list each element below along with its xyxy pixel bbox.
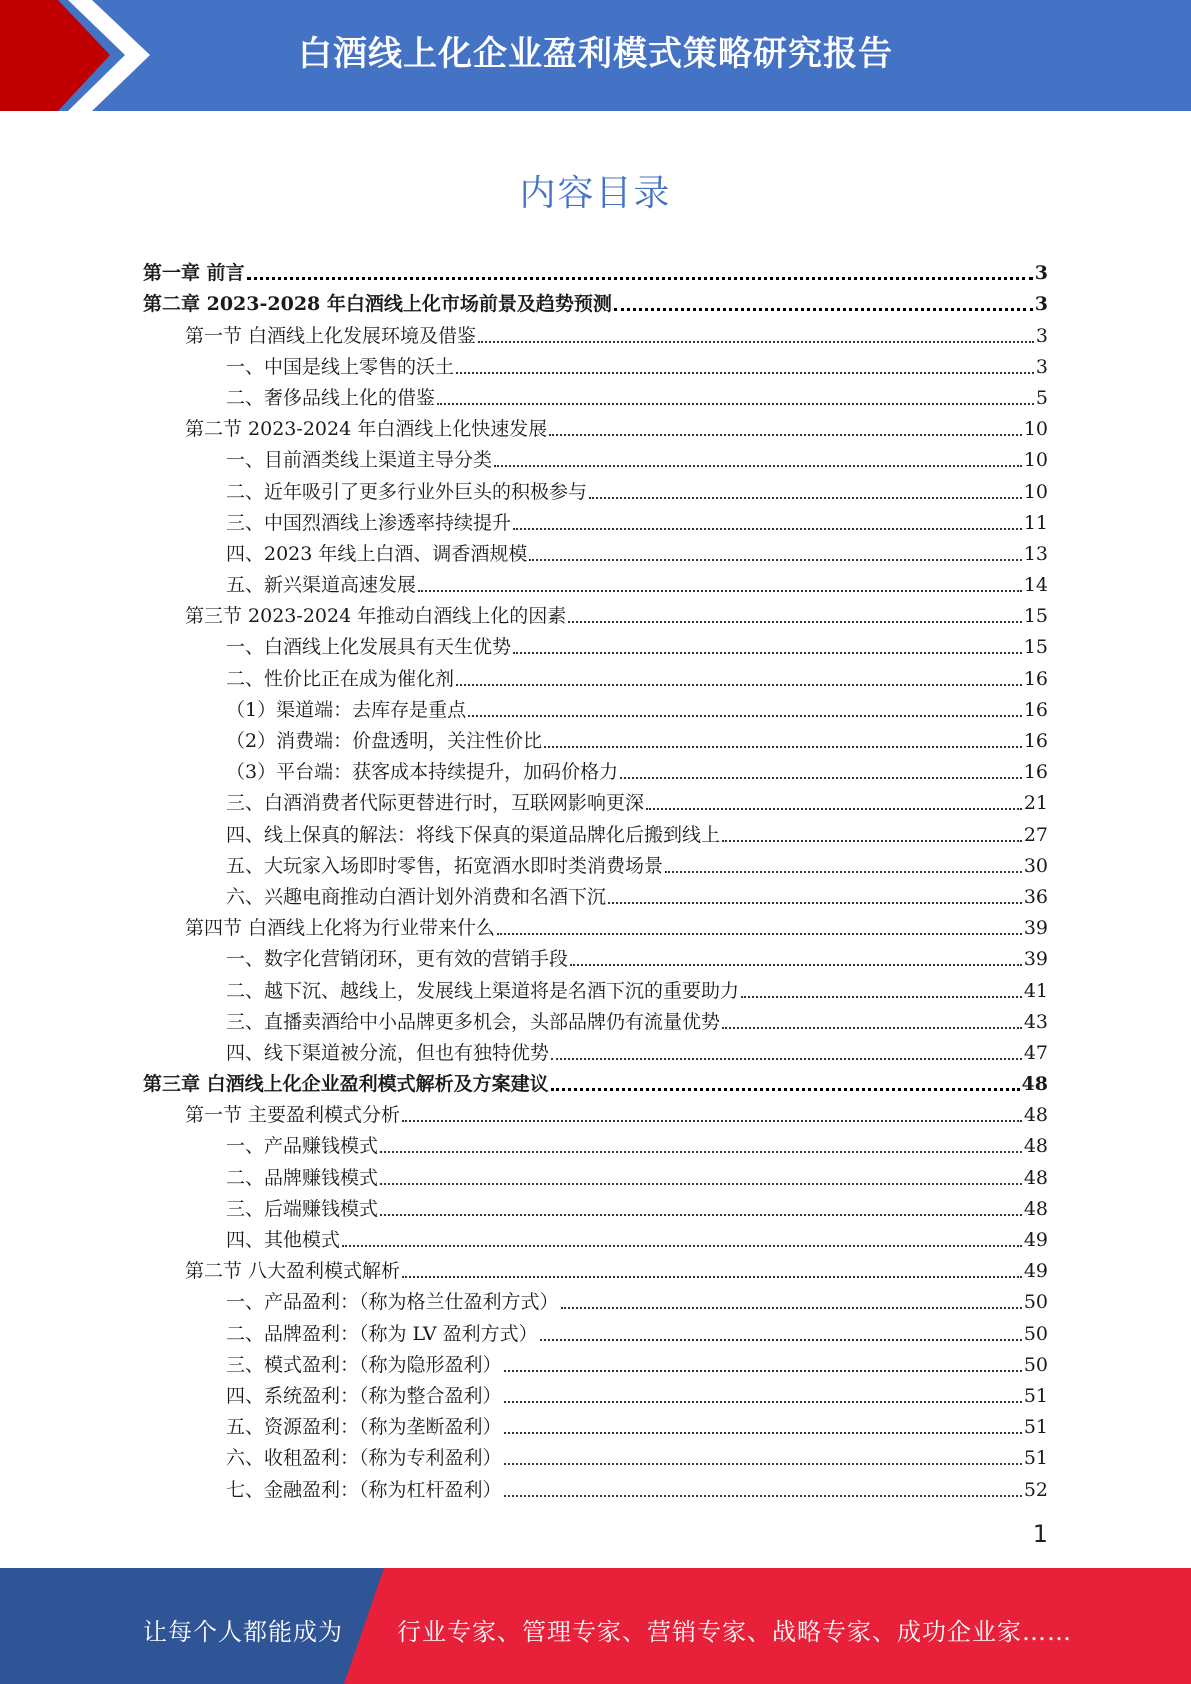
toc-entry[interactable] bbox=[143, 1065, 1048, 1096]
toc-entry[interactable] bbox=[143, 815, 1048, 846]
toc-leader-dots bbox=[540, 1339, 1022, 1341]
toc-entry-label: 一、目前酒类线上渠道主导分类 bbox=[226, 449, 493, 472]
toc-entry-label: 三、白酒消费者代际更替进行时，互联网影响更深 bbox=[226, 792, 645, 815]
toc-entry[interactable] bbox=[143, 348, 1048, 379]
toc-entry-label: 四、系统盈利：（称为整合盈利） bbox=[226, 1384, 502, 1407]
toc-entry-page: 11 bbox=[1023, 511, 1048, 534]
toc-entry-page: 47 bbox=[1023, 1041, 1048, 1064]
toc-entry[interactable] bbox=[143, 971, 1048, 1002]
toc-entry-label: 二、奢侈品线上化的借鉴 bbox=[226, 386, 436, 409]
toc-leader-dots bbox=[504, 1463, 1022, 1465]
toc-entry-label: 五、资源盈利：（称为垄断盈利） bbox=[226, 1416, 502, 1439]
toc-leader-dots bbox=[549, 434, 1022, 436]
toc-entry-page: 16 bbox=[1023, 761, 1048, 784]
toc-entry-label: 二、品牌赚钱模式 bbox=[226, 1166, 379, 1189]
toc-entry-page: 41 bbox=[1023, 979, 1048, 1002]
toc-entry-label: 六、兴趣电商推动白酒计划外消费和名酒下沉 bbox=[226, 885, 607, 908]
toc-entry-page: 3 bbox=[1034, 293, 1048, 316]
toc-entry-page: 50 bbox=[1023, 1322, 1048, 1345]
footer-slogan-right: 行业专家、管理专家、营销专家、战略专家、成功企业家…… bbox=[397, 1618, 1072, 1646]
toc-entry-page: 21 bbox=[1023, 792, 1048, 815]
toc-entry-page: 36 bbox=[1023, 885, 1048, 908]
toc-entry-page: 51 bbox=[1023, 1384, 1048, 1407]
toc-entry-page: 3 bbox=[1035, 355, 1048, 378]
toc-entry[interactable] bbox=[143, 1439, 1048, 1470]
toc-entry-page: 16 bbox=[1023, 667, 1048, 690]
toc-entry[interactable] bbox=[143, 847, 1048, 878]
toc-leader-dots bbox=[437, 403, 1034, 405]
toc-entry[interactable] bbox=[143, 784, 1048, 815]
toc-entry[interactable] bbox=[143, 1314, 1048, 1345]
toc-entry-label: 三、模式盈利：（称为隐形盈利） bbox=[226, 1353, 502, 1376]
toc-entry-label: 四、2023 年线上白酒、调香酒规模 bbox=[226, 542, 528, 565]
toc-entry-label: 第一章 前言 bbox=[143, 262, 245, 285]
toc-leader-dots bbox=[342, 1245, 1022, 1247]
toc-entry-page: 5 bbox=[1035, 386, 1048, 409]
toc-leader-dots bbox=[614, 308, 1033, 311]
toc-leader-dots bbox=[468, 715, 1022, 717]
toc-entry-label: 三、中国烈酒线上渗透率持续提升 bbox=[226, 511, 512, 534]
toc-entry[interactable] bbox=[143, 1127, 1048, 1158]
toc-heading: 内容目录 bbox=[519, 173, 672, 214]
toc-entry-label: 四、线下渠道被分流，但也有独特优势 bbox=[226, 1041, 550, 1064]
toc-entry[interactable] bbox=[143, 1096, 1048, 1127]
toc-leader-dots bbox=[418, 590, 1022, 592]
toc-entry-label: 五、大玩家入场即时零售，拓宽酒水即时类消费场景 bbox=[226, 854, 664, 877]
toc-entry-page: 16 bbox=[1023, 698, 1048, 721]
toc-leader-dots bbox=[504, 1432, 1022, 1434]
toc-entry[interactable] bbox=[143, 1283, 1048, 1314]
toc-leader-dots bbox=[722, 840, 1022, 842]
toc-leader-dots bbox=[665, 871, 1022, 873]
toc-leader-dots bbox=[504, 1495, 1022, 1497]
toc-entry-page: 50 bbox=[1023, 1353, 1048, 1376]
toc-leader-dots bbox=[497, 933, 1022, 935]
toc-leader-dots bbox=[513, 652, 1022, 654]
toc-leader-dots bbox=[478, 341, 1034, 343]
toc-entry-page: 27 bbox=[1023, 823, 1048, 846]
toc-entry-label: 二、越下沉、越线上，发展线上渠道将是名酒下沉的重要助力 bbox=[226, 979, 740, 1002]
toc-leader-dots bbox=[247, 277, 1033, 280]
toc-leader-dots bbox=[529, 559, 1021, 561]
toc-entry-page: 48 bbox=[1021, 1073, 1048, 1096]
toc-leader-dots bbox=[494, 465, 1022, 467]
toc-entry-page: 48 bbox=[1023, 1135, 1048, 1158]
toc-entry[interactable] bbox=[143, 379, 1048, 410]
toc-entry[interactable] bbox=[143, 566, 1048, 597]
toc-leader-dots bbox=[570, 964, 1022, 966]
toc-entry-label: 第三节 2023-2024 年推动白酒线上化的因素 bbox=[185, 605, 567, 628]
toc-entry[interactable] bbox=[143, 441, 1048, 472]
toc-entry[interactable] bbox=[143, 1252, 1048, 1283]
toc-leader-dots bbox=[608, 902, 1022, 904]
toc-entry-page: 49 bbox=[1023, 1229, 1048, 1251]
toc-leader-dots bbox=[456, 684, 1022, 686]
toc-entry[interactable] bbox=[143, 1190, 1048, 1221]
toc-entry-label: 一、产品赚钱模式 bbox=[226, 1135, 379, 1158]
toc-leader-dots bbox=[620, 777, 1022, 779]
toc-leader-dots bbox=[741, 996, 1022, 998]
toc-entry-label: 第二章 2023-2028 年白酒线上化市场前景及趋势预测 bbox=[143, 293, 612, 316]
toc-leader-dots bbox=[544, 746, 1022, 748]
toc-entry-label: 二、性价比正在成为催化剂 bbox=[226, 667, 455, 690]
toc-entry-label: 六、收租盈利：（称为专利盈利） bbox=[226, 1447, 502, 1470]
toc-entry-page: 39 bbox=[1023, 917, 1048, 940]
toc-leader-dots bbox=[722, 1027, 1022, 1029]
toc-entry-label: （2）消费端：价盘透明，关注性价比 bbox=[226, 730, 543, 752]
toc-entry-label: 四、线上保真的解法：将线下保真的渠道品牌化后搬到线上 bbox=[226, 823, 721, 846]
toc-leader-dots bbox=[551, 1088, 1020, 1091]
toc-entry-page: 3 bbox=[1035, 324, 1048, 347]
toc-entry-label: 一、白酒线上化发展具有天生优势 bbox=[226, 636, 512, 659]
toc-entry[interactable] bbox=[143, 1003, 1048, 1034]
toc-entry-label: 一、数字化营销闭环，更有效的营销手段 bbox=[226, 948, 569, 971]
toc-entry-page: 48 bbox=[1023, 1197, 1048, 1220]
toc-entry-page: 16 bbox=[1023, 730, 1048, 752]
toc-entry[interactable] bbox=[143, 1158, 1048, 1189]
toc-leader-dots bbox=[402, 1276, 1022, 1278]
toc-entry-label: 第二节 八大盈利模式解析 bbox=[185, 1260, 401, 1283]
toc-entry-label: （3）平台端：获客成本持续提升，加码价格力 bbox=[226, 761, 619, 784]
toc-entry-label: 三、后端赚钱模式 bbox=[226, 1197, 379, 1220]
toc-entry[interactable] bbox=[143, 753, 1048, 784]
toc-entry[interactable] bbox=[143, 691, 1048, 722]
toc-leader-dots bbox=[568, 621, 1022, 623]
toc-leader-dots bbox=[504, 1401, 1022, 1403]
toc-entry-page: 48 bbox=[1023, 1166, 1048, 1189]
toc-entry[interactable] bbox=[143, 1470, 1048, 1501]
toc-entry-page: 3 bbox=[1034, 262, 1048, 285]
table-of-contents bbox=[143, 254, 1048, 1502]
toc-entry-label: 第二节 2023-2024 年白酒线上化快速发展 bbox=[185, 418, 548, 441]
toc-entry[interactable] bbox=[143, 1221, 1048, 1252]
toc-entry[interactable] bbox=[143, 472, 1048, 503]
toc-leader-dots bbox=[402, 1120, 1022, 1122]
toc-entry-label: 一、中国是线上零售的沃土 bbox=[226, 355, 455, 378]
toc-entry-page: 51 bbox=[1023, 1416, 1048, 1439]
toc-entry-page: 49 bbox=[1023, 1260, 1048, 1283]
toc-leader-dots bbox=[504, 1370, 1022, 1372]
report-title: 白酒线上化企业盈利模式策略研究报告 bbox=[298, 34, 893, 74]
toc-entry[interactable] bbox=[143, 285, 1048, 316]
header-banner bbox=[0, 0, 1191, 111]
toc-entry-page: 30 bbox=[1023, 854, 1048, 877]
toc-entry-label: 第一节 主要盈利模式分析 bbox=[185, 1104, 401, 1127]
toc-entry-label: 第三章 白酒线上化企业盈利模式解析及方案建议 bbox=[143, 1073, 549, 1096]
toc-entry-page: 15 bbox=[1023, 636, 1048, 659]
toc-leader-dots bbox=[380, 1214, 1022, 1216]
toc-leader-dots bbox=[589, 497, 1022, 499]
page-number: 1 bbox=[1032, 1520, 1048, 1548]
toc-entry[interactable] bbox=[143, 597, 1048, 628]
toc-entry[interactable] bbox=[143, 1034, 1048, 1065]
toc-entry[interactable] bbox=[143, 1377, 1048, 1408]
toc-entry[interactable] bbox=[143, 254, 1048, 285]
toc-entry-label: 五、新兴渠道高速发展 bbox=[226, 574, 417, 597]
toc-entry-page: 10 bbox=[1023, 418, 1048, 441]
toc-entry-page: 39 bbox=[1023, 948, 1048, 971]
toc-entry-label: 一、产品盈利：（称为格兰仕盈利方式） bbox=[226, 1291, 559, 1314]
toc-entry[interactable] bbox=[143, 410, 1048, 441]
toc-leader-dots bbox=[561, 1307, 1022, 1309]
toc-leader-dots bbox=[646, 808, 1022, 810]
toc-entry[interactable] bbox=[143, 1408, 1048, 1439]
toc-entry-page: 43 bbox=[1023, 1010, 1048, 1033]
toc-entry-label: 二、品牌盈利：（称为 LV 盈利方式） bbox=[226, 1322, 538, 1345]
toc-leader-dots bbox=[380, 1183, 1022, 1185]
toc-entry[interactable] bbox=[143, 940, 1048, 971]
toc-entry-label: 七、金融盈利：（称为杠杆盈利） bbox=[226, 1478, 502, 1501]
toc-entry-label: 第四节 白酒线上化将为行业带来什么 bbox=[185, 917, 496, 940]
toc-leader-dots bbox=[513, 528, 1022, 530]
toc-entry-page: 10 bbox=[1023, 480, 1048, 503]
toc-entry-page: 51 bbox=[1023, 1447, 1048, 1470]
toc-entry-page: 52 bbox=[1023, 1478, 1048, 1501]
toc-leader-dots bbox=[551, 1058, 1022, 1060]
toc-entry[interactable] bbox=[143, 909, 1048, 940]
toc-entry[interactable] bbox=[143, 878, 1048, 909]
toc-entry-page: 50 bbox=[1023, 1291, 1048, 1314]
toc-leader-dots bbox=[380, 1151, 1022, 1153]
toc-entry-page: 10 bbox=[1023, 449, 1048, 472]
toc-entry-label: 第一节 白酒线上化发展环境及借鉴 bbox=[185, 324, 477, 347]
toc-entry-page: 15 bbox=[1023, 605, 1048, 628]
toc-entry[interactable] bbox=[143, 1346, 1048, 1377]
toc-entry-label: 四、其他模式 bbox=[226, 1229, 341, 1251]
footer-slogan-left: 让每个人都能成为 bbox=[143, 1618, 343, 1646]
toc-entry[interactable] bbox=[143, 535, 1048, 566]
toc-entry[interactable] bbox=[143, 504, 1048, 535]
toc-leader-dots bbox=[456, 372, 1034, 374]
toc-entry[interactable] bbox=[143, 722, 1048, 753]
toc-entry[interactable] bbox=[143, 628, 1048, 659]
toc-entry-page: 14 bbox=[1023, 574, 1048, 597]
toc-entry[interactable] bbox=[143, 316, 1048, 347]
toc-entry[interactable] bbox=[143, 659, 1048, 690]
toc-entry-label: 二、近年吸引了更多行业外巨头的积极参与 bbox=[226, 480, 588, 503]
toc-entry-label: 三、直播卖酒给中小品牌更多机会，头部品牌仍有流量优势 bbox=[226, 1010, 721, 1033]
toc-entry-page: 13 bbox=[1023, 542, 1048, 565]
toc-entry-label: （1）渠道端：去库存是重点 bbox=[226, 698, 467, 721]
toc-entry-page: 48 bbox=[1023, 1104, 1048, 1127]
